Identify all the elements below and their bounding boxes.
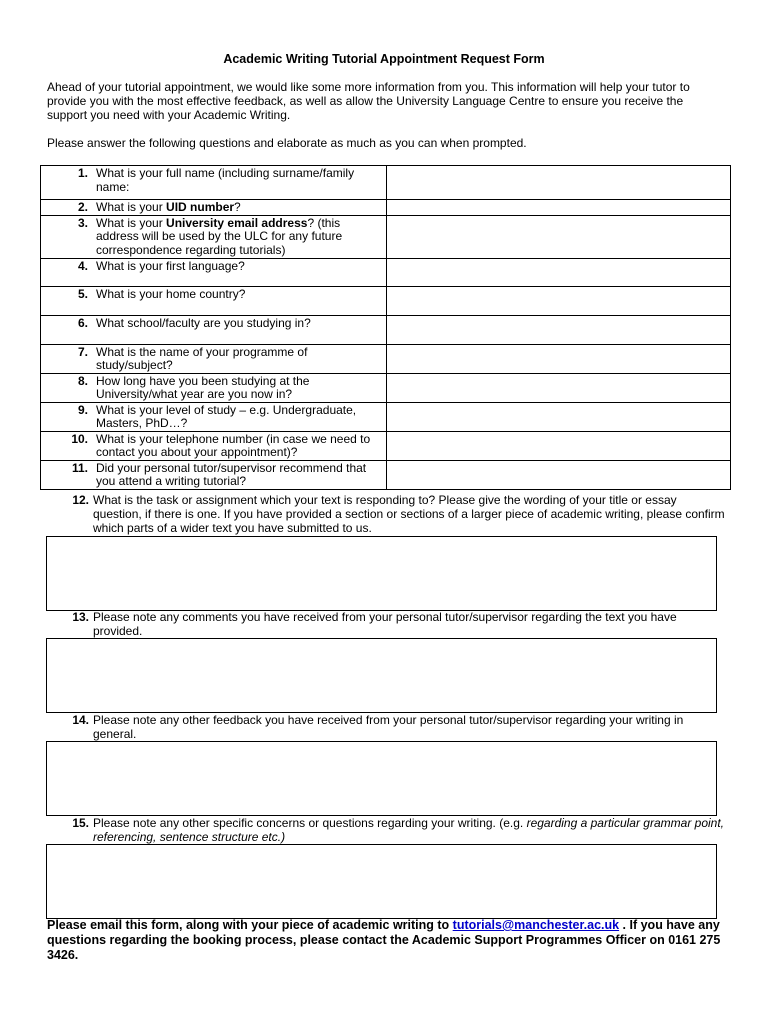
answer-field-uid[interactable]	[387, 200, 731, 216]
answer-field-study-length[interactable]	[387, 373, 731, 402]
question-number: 4.	[41, 258, 93, 286]
table-row	[41, 402, 731, 431]
question-text: What is your first language?	[92, 258, 387, 286]
answer-box-concerns[interactable]	[46, 844, 717, 919]
question-text: What is your level of study – e.g. Undergraduate, Masters, PhD…?	[92, 402, 387, 431]
question-text: Please note any comments you have received from your personal tutor/supervisor regarding the text you have provided.	[93, 610, 677, 638]
footer-note: Please email this form, along with your piece of academic writing to tutorials@manchester.ac.uk . If you have any questions regarding the booking process, please contact the Academic Support Programmes Officer on 0161 275 3426.	[47, 918, 721, 962]
table-row	[41, 315, 731, 344]
question-number: 11.	[41, 460, 93, 489]
question-number: 3.	[41, 215, 93, 258]
question-number: 5.	[41, 286, 93, 315]
answer-field-recommendation[interactable]	[387, 460, 731, 489]
table-row	[41, 200, 731, 216]
answer-field-telephone[interactable]	[387, 431, 731, 460]
question-number: 8.	[41, 373, 93, 402]
table-row	[41, 373, 731, 402]
answer-field-level[interactable]	[387, 402, 731, 431]
question-text: What school/faculty are you studying in?	[92, 315, 387, 344]
answer-box-tutor-comments[interactable]	[46, 638, 717, 713]
question-number: 13.	[72, 610, 89, 624]
question-number: 15.	[72, 816, 89, 830]
answer-field-email[interactable]	[387, 215, 731, 258]
table-row	[41, 286, 731, 315]
answer-box-task[interactable]	[46, 536, 717, 611]
answer-box-other-feedback[interactable]	[46, 741, 717, 816]
question-number: 1.	[41, 166, 93, 200]
question-text: Did your personal tutor/supervisor recommend that you attend a writing tutorial?	[92, 460, 387, 489]
question-number: 7.	[41, 344, 93, 373]
answer-field-school[interactable]	[387, 315, 731, 344]
question-number: 6.	[41, 315, 93, 344]
question-13	[47, 610, 727, 638]
question-number: 12.	[72, 493, 89, 507]
answer-field-home-country[interactable]	[387, 286, 731, 315]
question-text: What is the name of your programme of study/subject?	[92, 344, 387, 373]
question-text: What is your full name (including surname/family name:	[92, 166, 387, 200]
instructions-paragraph: Please answer the following questions and elaborate as much as you can when prompted.	[47, 136, 527, 150]
answer-field-full-name[interactable]	[387, 166, 731, 200]
answer-field-programme[interactable]	[387, 344, 731, 373]
question-15	[47, 816, 727, 844]
question-text: Please note any other specific concerns or questions regarding your writing. (e.g. regarding a particular grammar point, referencing, sentence structure etc.)	[93, 816, 725, 844]
question-text: What is your University email address? (this address will be used by the ULC for any future correspondence regarding tutorials)	[92, 215, 387, 258]
intro-paragraph: Ahead of your tutorial appointment, we would like some more information from you. This information will help your tutor to provide you with the most effective feedback, as well as allow the University Language Centre to ensure you receive the support you need with your Academic Writing.	[47, 80, 690, 122]
table-row	[41, 166, 731, 200]
question-text: What is your telephone number (in case we need to contact you about your appointment)?	[92, 431, 387, 460]
form-title: Academic Writing Tutorial Appointment Request Form	[223, 52, 545, 66]
email-link[interactable]: tutorials@manchester.ac.uk	[452, 918, 620, 932]
question-text: What is the task or assignment which your text is responding to? Please give the wording of your title or essay question, if there is one. If you have provided a section or sections of a larger piece of academic writing, please confirm which parts of a wider text you have submitted to us.	[93, 493, 725, 535]
question-14	[47, 713, 727, 741]
table-row	[41, 460, 731, 489]
answer-field-first-language[interactable]	[387, 258, 731, 286]
question-text: What is your UID number?	[92, 200, 387, 216]
question-text: Please note any other feedback you have received from your personal tutor/supervisor regarding your writing in general.	[93, 713, 684, 741]
question-number: 2.	[41, 200, 93, 216]
table-row	[41, 258, 731, 286]
question-number: 14.	[72, 713, 89, 727]
question-text: What is your home country?	[92, 286, 387, 315]
question-12	[47, 493, 727, 535]
table-row	[41, 344, 731, 373]
table-row	[41, 431, 731, 460]
question-number: 9.	[41, 402, 93, 431]
question-text: How long have you been studying at the University/what year are you now in?	[92, 373, 387, 402]
table-row	[41, 215, 731, 258]
questions-table	[40, 165, 731, 490]
question-number: 10.	[41, 431, 93, 460]
